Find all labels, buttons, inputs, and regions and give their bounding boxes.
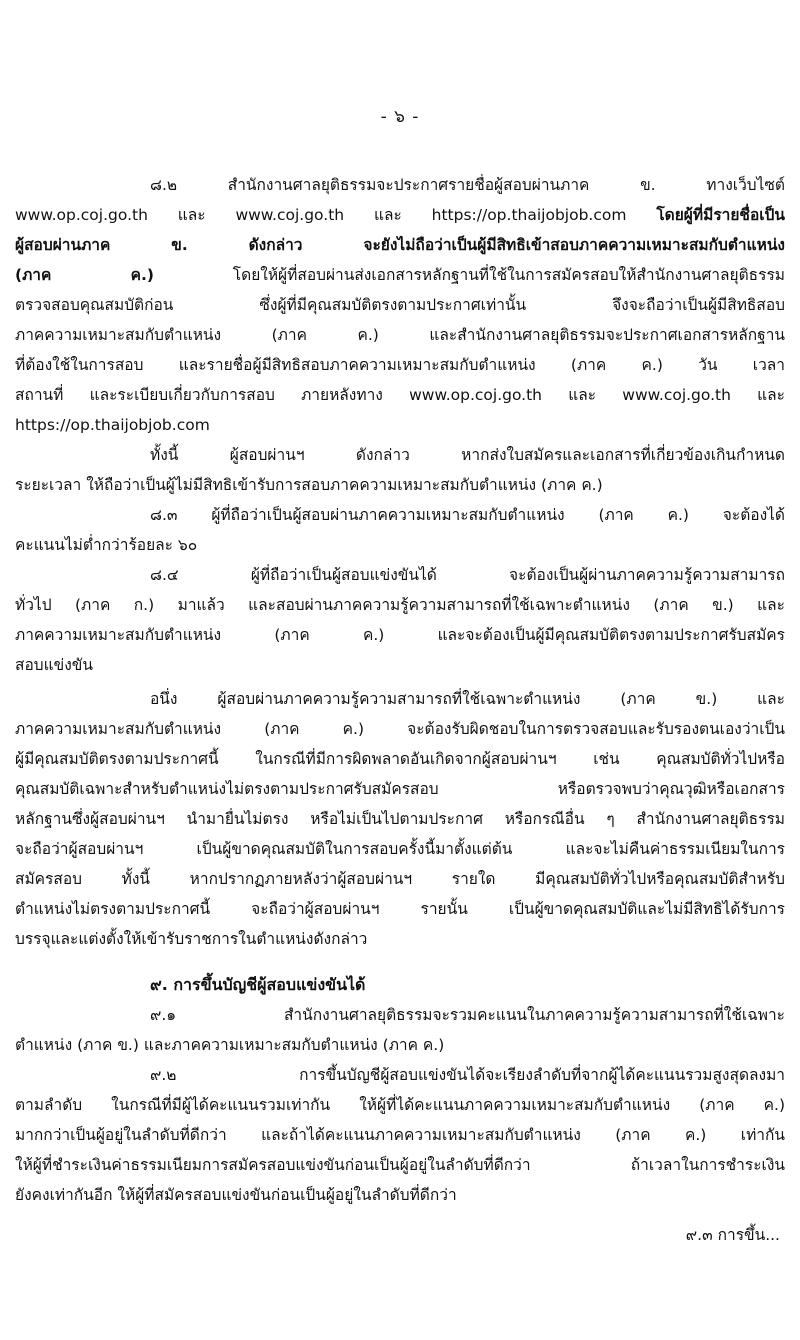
section-8-2-line-8: สถานที่ และระเบียบเกี่ยวกับการสอบ ภายหลังทาง www.op.coj.go.th และ www.coj.go.th และ <box>15 386 785 404</box>
section-8-2-line-3: ผู้สอบผ่านภาค ข. ดังกล่าว จะยังไม่ถือว่าเป็นผู้มีสิทธิเข้าสอบภาคความเหมาะสมกับตำแหน่ง <box>15 236 785 254</box>
page-continuation: ๙.๓ การขึ้น... <box>685 1226 780 1244</box>
section-8-2-urls: www.op.coj.go.th และ www.coj.go.th และ https://op.thaijobjob.com <box>15 206 627 224</box>
section-8-4-line-3: ภาคความเหมาะสมกับตำแหน่ง (ภาค ค.) และจะต้องเป็นผู้มีคุณสมบัติตรงตามประกาศรับสมัคร <box>15 626 785 644</box>
section-8-4-line-5: อนึ่ง ผู้สอบผ่านภาคความรู้ความสามารถที่ใช้เฉพาะตำแหน่ง (ภาค ข.) และ <box>150 690 785 708</box>
section-8-2-line-10: ทั้งนี้ ผู้สอบผ่านฯ ดังกล่าว หากส่งใบสมัครและเอกสารที่เกี่ยวข้องเกินกำหนด <box>150 446 785 464</box>
section-8-2-line-6: ภาคความเหมาะสมกับตำแหน่ง (ภาค ค.) และสำนักงานศาลยุติธรรมจะประกาศเอกสารหลักฐาน <box>15 326 785 344</box>
section-9-line-7: ยังคงเท่ากันอีก ให้ผู้ที่สมัครสอบแข่งขันก่อนเป็นผู้อยู่ในลำดับที่ดีกว่า <box>15 1186 457 1204</box>
section-8-3-line-2: คะแนนไม่ต่ำกว่าร้อยละ ๖๐ <box>15 536 198 554</box>
section-8-2-bold-end: (ภาค ค.) <box>15 266 154 284</box>
section-9-heading: ๙. การขึ้นบัญชีผู้สอบแข่งขันได้ <box>150 975 366 994</box>
section-8-2-line-2 <box>15 204 785 226</box>
section-8-2-bold-start: โดยผู้ที่มีรายชื่อเป็น <box>656 206 785 224</box>
section-9-line-3: ๙.๒ การขึ้นบัญชีผู้สอบแข่งขันได้จะเรียงลำดับที่จากผู้ได้คะแนนรวมสูงสุดลงมา <box>150 1066 785 1084</box>
section-8-4-line-10: จะถือว่าผู้สอบผ่านฯ เป็นผู้ขาดคุณสมบัติในการสอบครั้งนี้มาตั้งแต่ต้น และจะไม่คืนค่าธรรมเนียมในการ <box>15 840 785 858</box>
section-8-2-line-4 <box>15 264 785 286</box>
section-9-line-2: ตำแหน่ง (ภาค ข.) และภาคความเหมาะสมกับตำแหน่ง (ภาค ค.) <box>15 1036 445 1054</box>
section-8-4-line-13: บรรจุและแต่งตั้งให้เข้ารับราชการในตำแหน่งดังกล่าว <box>15 930 368 948</box>
section-8-4-line-11: สมัครสอบ ทั้งนี้ หากปรากฏภายหลังว่าผู้สอบผ่านฯ รายใด มีคุณสมบัติทั่วไปหรือคุณสมบัติสำหรับ <box>15 870 785 888</box>
section-8-4-line-7: ผู้มีคุณสมบัติตรงตามประกาศนี้ ในกรณีที่มีการผิดพลาดอันเกิดจากผู้สอบผ่านฯ เช่น คุณสมบัติทั่วไปหรือ <box>15 750 785 768</box>
section-8-2-line-9: https://op.thaijobjob.com <box>15 416 210 434</box>
section-8-3-line-1: ๘.๓ ผู้ที่ถือว่าเป็นผู้สอบผ่านภาคความเหมาะสมกับตำแหน่ง (ภาค ค.) จะต้องได้ <box>150 506 785 524</box>
section-8-4-line-1: ๘.๔ ผู้ที่ถือว่าเป็นผู้สอบแข่งขันได้ จะต้องเป็นผู้ผ่านภาคความรู้ความสามารถ <box>150 566 785 584</box>
page-number: - ๖ - <box>380 107 420 127</box>
section-9-line-4: ตามลำดับ ในกรณีที่มีผู้ได้คะแนนรวมเท่ากัน ให้ผู้ที่ได้คะแนนภาคความเหมาะสมกับตำแหน่ง (ภาค ค.) <box>15 1096 785 1114</box>
section-8-4-line-2: ทั่วไป (ภาค ก.) มาแล้ว และสอบผ่านภาคความรู้ความสามารถที่ใช้เฉพาะตำแหน่ง (ภาค ข.) และ <box>15 596 785 614</box>
section-9-line-6: ให้ผู้ที่ชำระเงินค่าธรรมเนียมการสมัครสอบแข่งขันก่อนเป็นผู้อยู่ในลำดับที่ดีกว่า ถ้าเวลาในการชำระเงิน <box>15 1156 785 1174</box>
section-8-2-line-1: ๘.๒ สำนักงานศาลยุติธรรมจะประกาศรายชื่อผู้สอบผ่านภาค ข. ทางเว็บไซต์ <box>150 176 785 194</box>
section-8-2-line-4-text: โดยให้ผู้ที่สอบผ่านส่งเอกสารหลักฐานที่ใช้ในการสมัครสอบให้สำนักงานศาลยุติธรรม <box>154 266 785 284</box>
section-9-line-1: ๙.๑ สำนักงานศาลยุติธรรมจะรวมคะแนนในภาคความรู้ความสามารถที่ใช้เฉพาะ <box>150 1006 785 1024</box>
section-8-2-line-11: ระยะเวลา ให้ถือว่าเป็นผู้ไม่มีสิทธิเข้ารับการสอบภาคความเหมาะสมกับตำแหน่ง (ภาค ค.) <box>15 476 603 494</box>
section-8-2-line-7: ที่ต้องใช้ในการสอบ และรายชื่อผู้มีสิทธิสอบภาคความเหมาะสมกับตำแหน่ง (ภาค ค.) วัน เวลา <box>15 356 785 374</box>
section-9-line-5: มากกว่าเป็นผู้อยู่ในลำดับที่ดีกว่า และถ้าได้คะแนนภาคความเหมาะสมกับตำแหน่ง (ภาค ค.) เท่ากัน <box>15 1126 785 1144</box>
section-8-4-line-4: สอบแข่งขัน <box>15 656 93 674</box>
section-8-2-line-5: ตรวจสอบคุณสมบัติก่อน ซึ่งผู้ที่มีคุณสมบัติตรงตามประกาศเท่านั้น จึงจะถือว่าเป็นผู้มีสิทธิสอบ <box>15 296 785 314</box>
section-8-4-line-8: คุณสมบัติเฉพาะสำหรับตำแหน่งไม่ตรงตามประกาศรับสมัครสอบ หรือตรวจพบว่าคุณวุฒิหรือเอกสาร <box>15 780 785 798</box>
section-8-4-line-9: หลักฐานซึ่งผู้สอบผ่านฯ นำมายื่นไม่ตรง หรือไม่เป็นไปตามประกาศ หรือกรณีอื่น ๆ สำนักงานศาลยุติธรรม <box>15 810 785 828</box>
section-8-4-line-12: ตำแหน่งไม่ตรงตามประกาศนี้ จะถือว่าผู้สอบผ่านฯ รายนั้น เป็นผู้ขาดคุณสมบัติและไม่มีสิทธิได้รับการ <box>15 900 785 918</box>
section-8-4-line-6: ภาคความเหมาะสมกับตำแหน่ง (ภาค ค.) จะต้องรับผิดชอบในการตรวจสอบและรับรองตนเองว่าเป็น <box>15 720 785 738</box>
